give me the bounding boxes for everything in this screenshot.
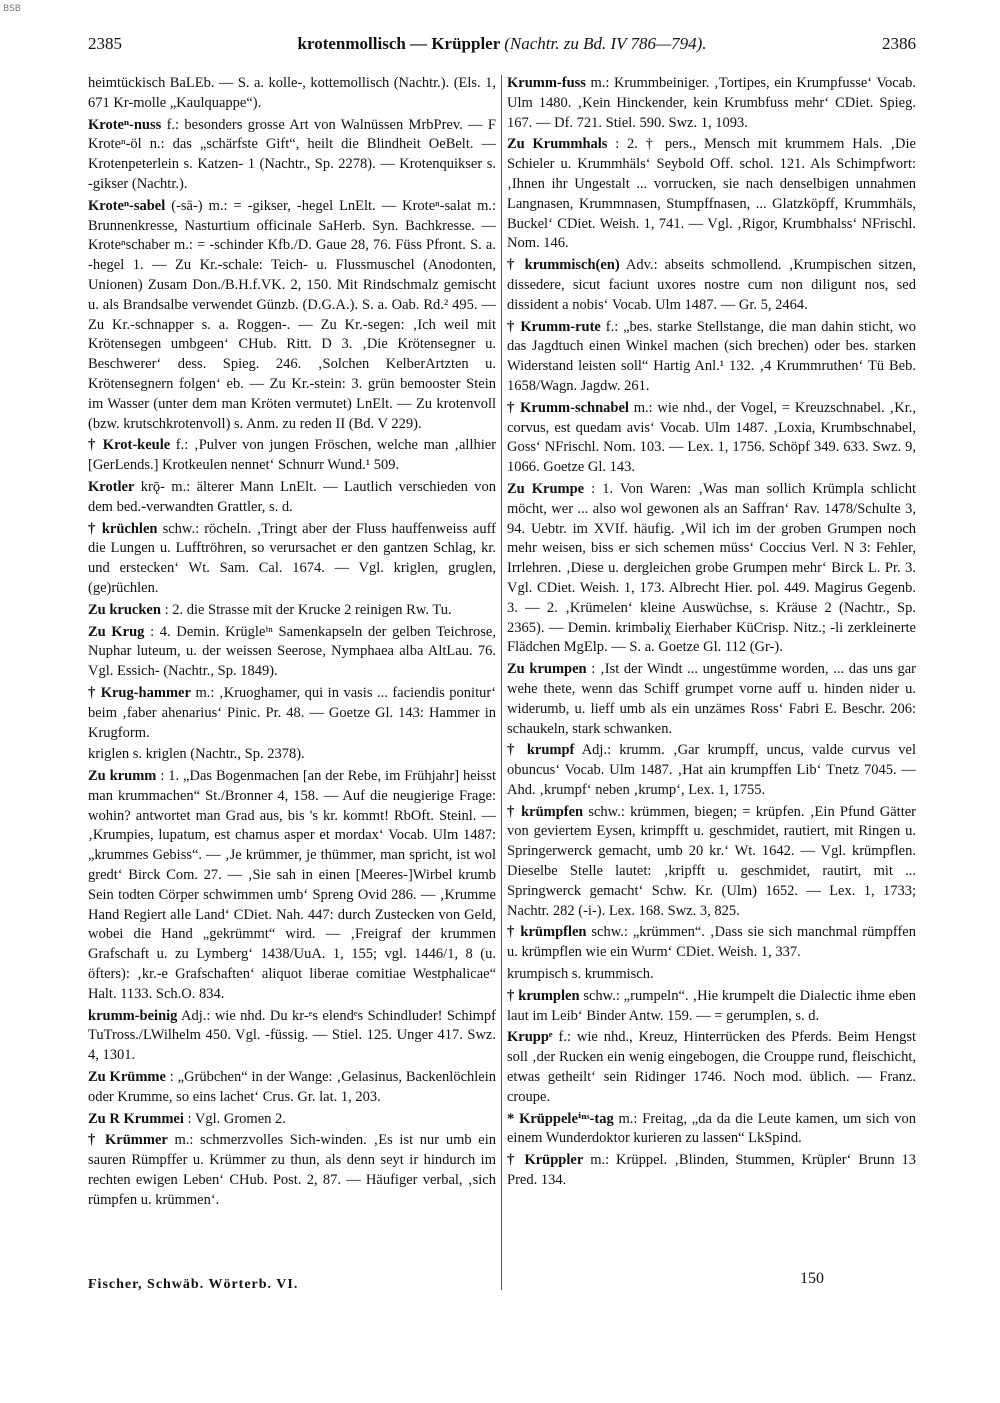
- entry-headword: † Krümmer: [88, 1132, 168, 1149]
- entry-text: : 2. die Strasse mit der Krucke 2 reinigen Rw. Tu.: [164, 601, 452, 618]
- dictionary-entry: [507, 1028, 916, 1107]
- entry-headword: † Krug-hammer: [88, 684, 191, 701]
- entry-headword: † krümpflen: [507, 924, 587, 941]
- entry-headword: † Krot-keule: [88, 437, 171, 454]
- dictionary-entry: [88, 478, 496, 518]
- entry-text: : 4. Demin. Krügleⁱⁿ Samenkapseln der gelben Teichrose, Nuphar luteum, u. der weissen Seerose, Nymphaea alba AltLau. 76. Vgl. Essich- (Nachtr., Sp. 1849).: [88, 623, 496, 680]
- entry-text: : ‚Ist der Windt ... ungestümme worden, ... das uns gar wehe thete, wenn das Schiff grumpet vorne auff u. hinden nider u. widerumb, u. lieff umb als ein unzämes Ross‘ Fabri E. Beschr. 206: schaukeln, stark schwanken.: [507, 661, 916, 737]
- entry-text: schw.: „krümmen“. ‚Dass sie sich manchmal rümpffen u. krümpflen wie ein Wurm‘ CDiet. Weish. 1, 337.: [507, 924, 916, 961]
- entry-headword: † krüchlen: [88, 520, 158, 537]
- entry-text: (-sā-) m.: = -gikser, -hegel LnElt. — Kroteⁿ-salat m.: Brunnenkresse, Nasturtium officinale SaHerb. Syn. Bachkresse. — Kroteⁿschaber m.: = -schinder Kfb./D. Gaue 28, 76. Füss Pfront. S. a. -hegel 1. — Zu Kr.-schale: Teich- u. Flussmuschel (Anodonten, Unionen) Zusam Don./B.H.f.VK. 2, 150. Mit Rindschmalz gemischt u. als Brandsalbe verwendet Günzb. (D.G.A.). S. a. Oab. Rd.² 495. — Zu Kr.-schnapper s. a. Roggen-. — Zu Kr.-segen: ‚Ich weil mit Krötensegen umbgeen‘ CHub. Ritt. D 3. ‚Die Krötensegner u. Beschwerer‘ dess. Spieg. 246. ‚Solchen KelberArtzten u. Krötensegnern folgen‘ eb. — Zu Kr.-stein: 3. grün bemooster Stein im Wasser (unter dem man Kröten vermutet) LnElt. — Zu krotenvoll (bzw. krutschkrotenvoll) s. Anm. zu reden II (Bd. V 229).: [88, 197, 496, 432]
- entry-text: : 1. „Das Bogenmachen [an der Rebe, im Frühjahr] heisst man krummachen“ St./Bronner 4, 158. — Auf die neugierige Frage: wohin? antwortet man Grad aus, bis 's kr. kommt! RbOft. Steinl. — ‚Krumpies, lupatum, est chamus asper et mordax‘ Vocab. Ulm 1487: „krummes Gebiss“. — ‚Je krümmer, je thümmer, man spricht, ist wol gredt‘ Birck Com. 27. — ‚Sie sah in einen [Meeres-]Wirbel krumb Sein todten Cörper schwimmen umb‘ Spreng Ovid 286. — ‚Krumme Hand Regiert alle Land‘ CDiet. Nah. 447: durch Zustecken von Geld, wobei die Hand „gekrümmt“ wird. — ‚Freigraf der krummen Grafschaft u. zu Lymberg‘ 1438/UuA. 1, 155; vgl. 1446/1, 8 (u. öfters): ‚kr.-e Grafschaften‘ aliquot liberae comitiae Westphalicae“ Halt. 1133. Sch.O. 834.: [88, 768, 496, 1002]
- running-title-words: krotenmollisch — Krüppler: [297, 34, 500, 53]
- dictionary-entry: [507, 803, 916, 922]
- entry-text: schw.: krümmen, biegen; = krüpfen. ‚Ein Pfund Gätter von geviertem Eysen, krimpfft u. geschmidet, rautiert, mit Ringen u. Springerwerck gemacht, umb 20 kr.‘ Wt. 1642. — Vgl. krümpflen. Dieselbe Stelle lautet: ‚kripfft u. geschmidet, rautirt, mit ... Springwerck gemacht‘ Schw. Kr. (Ulm) 1652. — Lex. 1, 1733; Nachtr. 282 (-i-). Lex. 168. Swz. 3, 825.: [507, 803, 916, 919]
- entry-text: m.: wie nhd., der Vogel, = Kreuzschnabel. ‚Kr., corvus, est quedam avis‘ Vocab. Ulm 1487. ‚Loxia, Krumbschnabel, Goss‘ NFrischl. Nom. 103. — Lex. 1, 1756. Schöpf 349. 633. Swz. 9, 1066. Goetze Gl. 143.: [507, 399, 916, 476]
- entry-text: f.: wie nhd., Kreuz, Hinterrücken des Pferds. Beim Hengst soll ‚der Rucken ein wenig eingebogen, die Crouppe rund, fleischicht, etwas getheilt‘ sein Ridinger 1746. Noch mod. üblich. — Franz. croupe.: [507, 1029, 916, 1105]
- entry-text: : Vgl. Gromen 2.: [187, 1110, 286, 1127]
- entry-headword: Zu Krumpe: [507, 480, 585, 497]
- dictionary-entry: [88, 1007, 496, 1066]
- entry-headword: † krumplen: [507, 987, 580, 1004]
- dictionary-entry: [88, 74, 496, 114]
- dictionary-entry: [507, 480, 916, 658]
- entry-headword: * Krüppeleⁱⁿˢ-tag: [507, 1110, 614, 1127]
- entry-headword: Zu R Krummei: [88, 1110, 184, 1127]
- entry-text: heimtückisch BaLEb. — S. a. kolle-, kottemollisch (Nachtr.). (Els. 1, 671 Kr-molle „Kaulquappe“).: [88, 75, 496, 111]
- running-title: [88, 34, 916, 54]
- dictionary-entry: [507, 399, 916, 478]
- entry-headword: † krumpf: [507, 742, 575, 759]
- dictionary-entry: [507, 987, 916, 1027]
- entry-text: : „Grübchen“ in der Wange: ‚Gelasinus, Backenlöchlein oder Krumme, so eins lachet‘ Crus. Gr. lat. 1, 203.: [88, 1069, 496, 1105]
- page-number-right: 2386: [882, 34, 916, 53]
- entry-headword: Kroteⁿ-sabel: [88, 197, 166, 214]
- dictionary-entry: [88, 436, 496, 476]
- dictionary-entry: [88, 520, 496, 599]
- dictionary-entry: [88, 1131, 496, 1210]
- entry-text: f.: „bes. starke Stellstange, die man dahin sticht, wo das Jagdtuch einen Winkel machen (sich brechen) oder bes. starken Widerstand leisten soll“ Hartig Anl.¹ 132. ‚4 Krummruthen‘ Tü Beb. 1658/Wagn. Jagdw. 261.: [507, 318, 916, 394]
- dictionary-entry: [507, 741, 916, 800]
- entry-headword: Zu Krummhals: [507, 136, 608, 153]
- dictionary-entry: [88, 745, 496, 765]
- entry-text: m.: Freitag, „da da die Leute kamen, um sich von einem Wunderdoktor kurieren zu lassen“ LkSpind.: [507, 1110, 916, 1147]
- entry-text: Adj.: krumm. ‚Gar krumpff, uncus, valde curvus vel obuncus‘ Vocab. Ulm 1487. ‚Hat ain krumpffen Lib‘ Tnetz 7045. — Ahd. ‚krumpf‘ neben ‚krump‘, Lex. 1, 1755.: [507, 742, 916, 798]
- entry-headword: Krotler: [88, 478, 135, 495]
- entry-headword: † krümpfen: [507, 803, 584, 820]
- entry-text: : 2. † pers., Mensch mit krummem Hals. ‚Die Schieler u. Krummhäls‘ Seybold Off. schol. 121. Als Schimpfwort: ‚Ihnen ihr Ungestalt ... vorrucken, sie nach denselbigen unnahmen Langnasen, Krummnasen, Stumpffnasen, ... Glatzköpff, Krummhäls, Buckel‘ CDiet. Weish. 1, 741. — Vgl. ‚Rigor, Krumbhalss‘ NFrischl. Nom. 146.: [507, 136, 916, 252]
- column-divider: [501, 75, 502, 1290]
- dictionary-entry: [507, 660, 916, 739]
- dictionary-entry: [507, 1110, 916, 1150]
- sheet-number: 150: [800, 1270, 824, 1287]
- entry-text: Adv.: abseits schmollend. ‚Krumpischen sitzen, dissedere, sicut faciunt uxores nostre cum non diligunt nos, sed dissident a nobis‘ Vocab. Ulm 1487. — Gr. 5, 2464.: [507, 257, 916, 313]
- entry-headword: † krummisch(en): [507, 257, 620, 274]
- entry-headword: Kruppᵉ: [507, 1029, 553, 1046]
- entry-headword: Zu krucken: [88, 601, 161, 618]
- entry-text: m.: schmerzvolles Sich-winden. ‚Es ist nur umb ein sauren Rümpffer u. Krümmer zu thun, als denn seyt ir hindurch im rechten ewigen Leben‘ CHub. Post. 2, 87. — Häufiger verbal, ‚sich rümpfen u. krümmen‘.: [88, 1132, 496, 1208]
- entry-headword: † Krumm-schnabel: [507, 399, 629, 416]
- page-header: [88, 34, 916, 60]
- entry-text: m.: Krummbeiniger. ‚Tortipes, ein Krumpfusse‘ Vocab. Ulm 1480. ‚Kein Hinckender, kein Krumbfuss mehr‘ CDiet. Spieg. 167. — Df. 721. Stiel. 590. Swz. 1, 1093.: [507, 75, 916, 131]
- entry-headword: † Krumm-rute: [507, 318, 601, 335]
- library-watermark: BSB: [3, 4, 21, 14]
- dictionary-entry: [88, 1068, 496, 1108]
- entry-headword: Zu krumpen: [507, 661, 587, 678]
- dictionary-entry: [507, 256, 916, 315]
- left-column: [88, 74, 496, 1284]
- dictionary-entry: [507, 74, 916, 133]
- dictionary-entry: [88, 767, 496, 1005]
- entry-text: krǭ- m.: älterer Mann LnElt. — Lautlich verschieden von dem bed.-verwandten Grattler, s. d.: [88, 478, 496, 515]
- entry-headword: krumm-beinig: [88, 1007, 178, 1024]
- entry-text: : 1. Von Waren: ‚Was man sollich Krümpla schlicht möcht, wer ... also wol gewonen als an Saffran‘ Rav. 1478/Schulte 3, 94. Uebtr. im XVIf. häufig. ‚Wil ich im der groben Grumpen noch mehr weisen, biss er sich schemen müss‘ Coccius Verl. N 3: Fehler, Irrlehren. ‚Diese u. dergleichen grobe Grumpen mehr‘ Birck L. Pr. 3. Vgl. CDiet. Weish. 1, 173. Albrecht Hier. pol. 449. Magirus Gegenb. 3. — 2. ‚Krümelen‘ kleine Auswüchse, s. Kräuse 2 (Nachtr., Sp. 2365). — Demin. krimbəliχ Eierhaber KüCrisp. Nitz.; -li zerkleinerte Flädchen MgElp. — S. a. Goetze Gl. 112 (Gr-).: [507, 480, 916, 656]
- entry-text: schw.: „rumpeln“. ‚Hie krumpelt die Dialectic ihme eben laut im Leib‘ Binder Antw. 159. — = gerumplen, s. d.: [507, 987, 916, 1024]
- entry-text: krumpisch s. krummisch.: [507, 966, 654, 983]
- entry-text: schw.: röcheln. ‚Tringt aber der Fluss hauffenweiss auff die Lungen u. Lufftröhren, so verursachet er den gantzen Schlag, kr. und erstecken‘ Wt. Sam. Cal. 1674. — Vgl. kriglen, gruglen, (ge)rüchlen.: [88, 520, 496, 596]
- dictionary-entry: [88, 197, 496, 435]
- dictionary-entry: [507, 1151, 916, 1191]
- entry-headword: Kroteⁿ-nuss: [88, 116, 162, 133]
- page-number-left: 2385: [88, 34, 122, 53]
- dictionary-entry: [88, 1110, 496, 1130]
- entry-text: m.: Krüppel. ‚Blinden, Stummen, Krüpler‘ Brunn 13 Pred. 134.: [507, 1152, 916, 1189]
- entry-text: kriglen s. kriglen (Nachtr., Sp. 2378).: [88, 746, 305, 763]
- entry-headword: Zu krumm: [88, 768, 157, 785]
- entry-headword: Zu Krug: [88, 623, 145, 640]
- dictionary-entry: [88, 601, 496, 621]
- dictionary-entry: [507, 135, 916, 254]
- dictionary-entry: [88, 684, 496, 743]
- entry-text: f.: ‚Pulver von jungen Fröschen, welche man ‚allhier [GerLends.] Krotkeulen nennet‘ Schnurr Wund.¹ 509.: [88, 437, 496, 474]
- dictionary-entry: [88, 623, 496, 682]
- dictionary-entry: [507, 318, 916, 397]
- dictionary-entry: [88, 116, 496, 195]
- footer-signature: Fischer, Schwäb. Wörterb. VI.: [88, 1277, 299, 1292]
- running-title-reference: (Nachtr. zu Bd. IV 786—794).: [504, 34, 707, 53]
- entry-headword: † Krüppler: [507, 1152, 584, 1169]
- dictionary-entry: [507, 923, 916, 963]
- entry-text: m.: ‚Kruoghamer, qui in vasis ... faciendis ponitur‘ beim ‚faber ahenarius‘ Pinic. Pr. 48. — Goetze Gl. 143: Hammer in Krugform.: [88, 684, 496, 741]
- entry-headword: Zu Krümme: [88, 1069, 166, 1086]
- dictionary-entry: [507, 965, 916, 985]
- entry-text: Adj.: wie nhd. Du kr-ᵉs elendᵉs Schindluder! Schimpf TuTross./LWilhelm 450. Vgl. -füssig. — Stiel. 125. Unger 417. Swz. 4, 1301.: [88, 1007, 496, 1064]
- entry-headword: Krumm-fuss: [507, 75, 586, 91]
- entry-text: f.: besonders grosse Art von Walnüssen MrbPrev. — F Kroteⁿ-öl n.: das „schärfste Gift“, heilt die Blindheit OeBelt. — Krotenpeterlein s. Katzen- 1 (Nachtr., Sp. 2278). — Krotenquikser s. -gikser (Nachtr.).: [88, 116, 496, 192]
- right-column: [507, 74, 916, 1284]
